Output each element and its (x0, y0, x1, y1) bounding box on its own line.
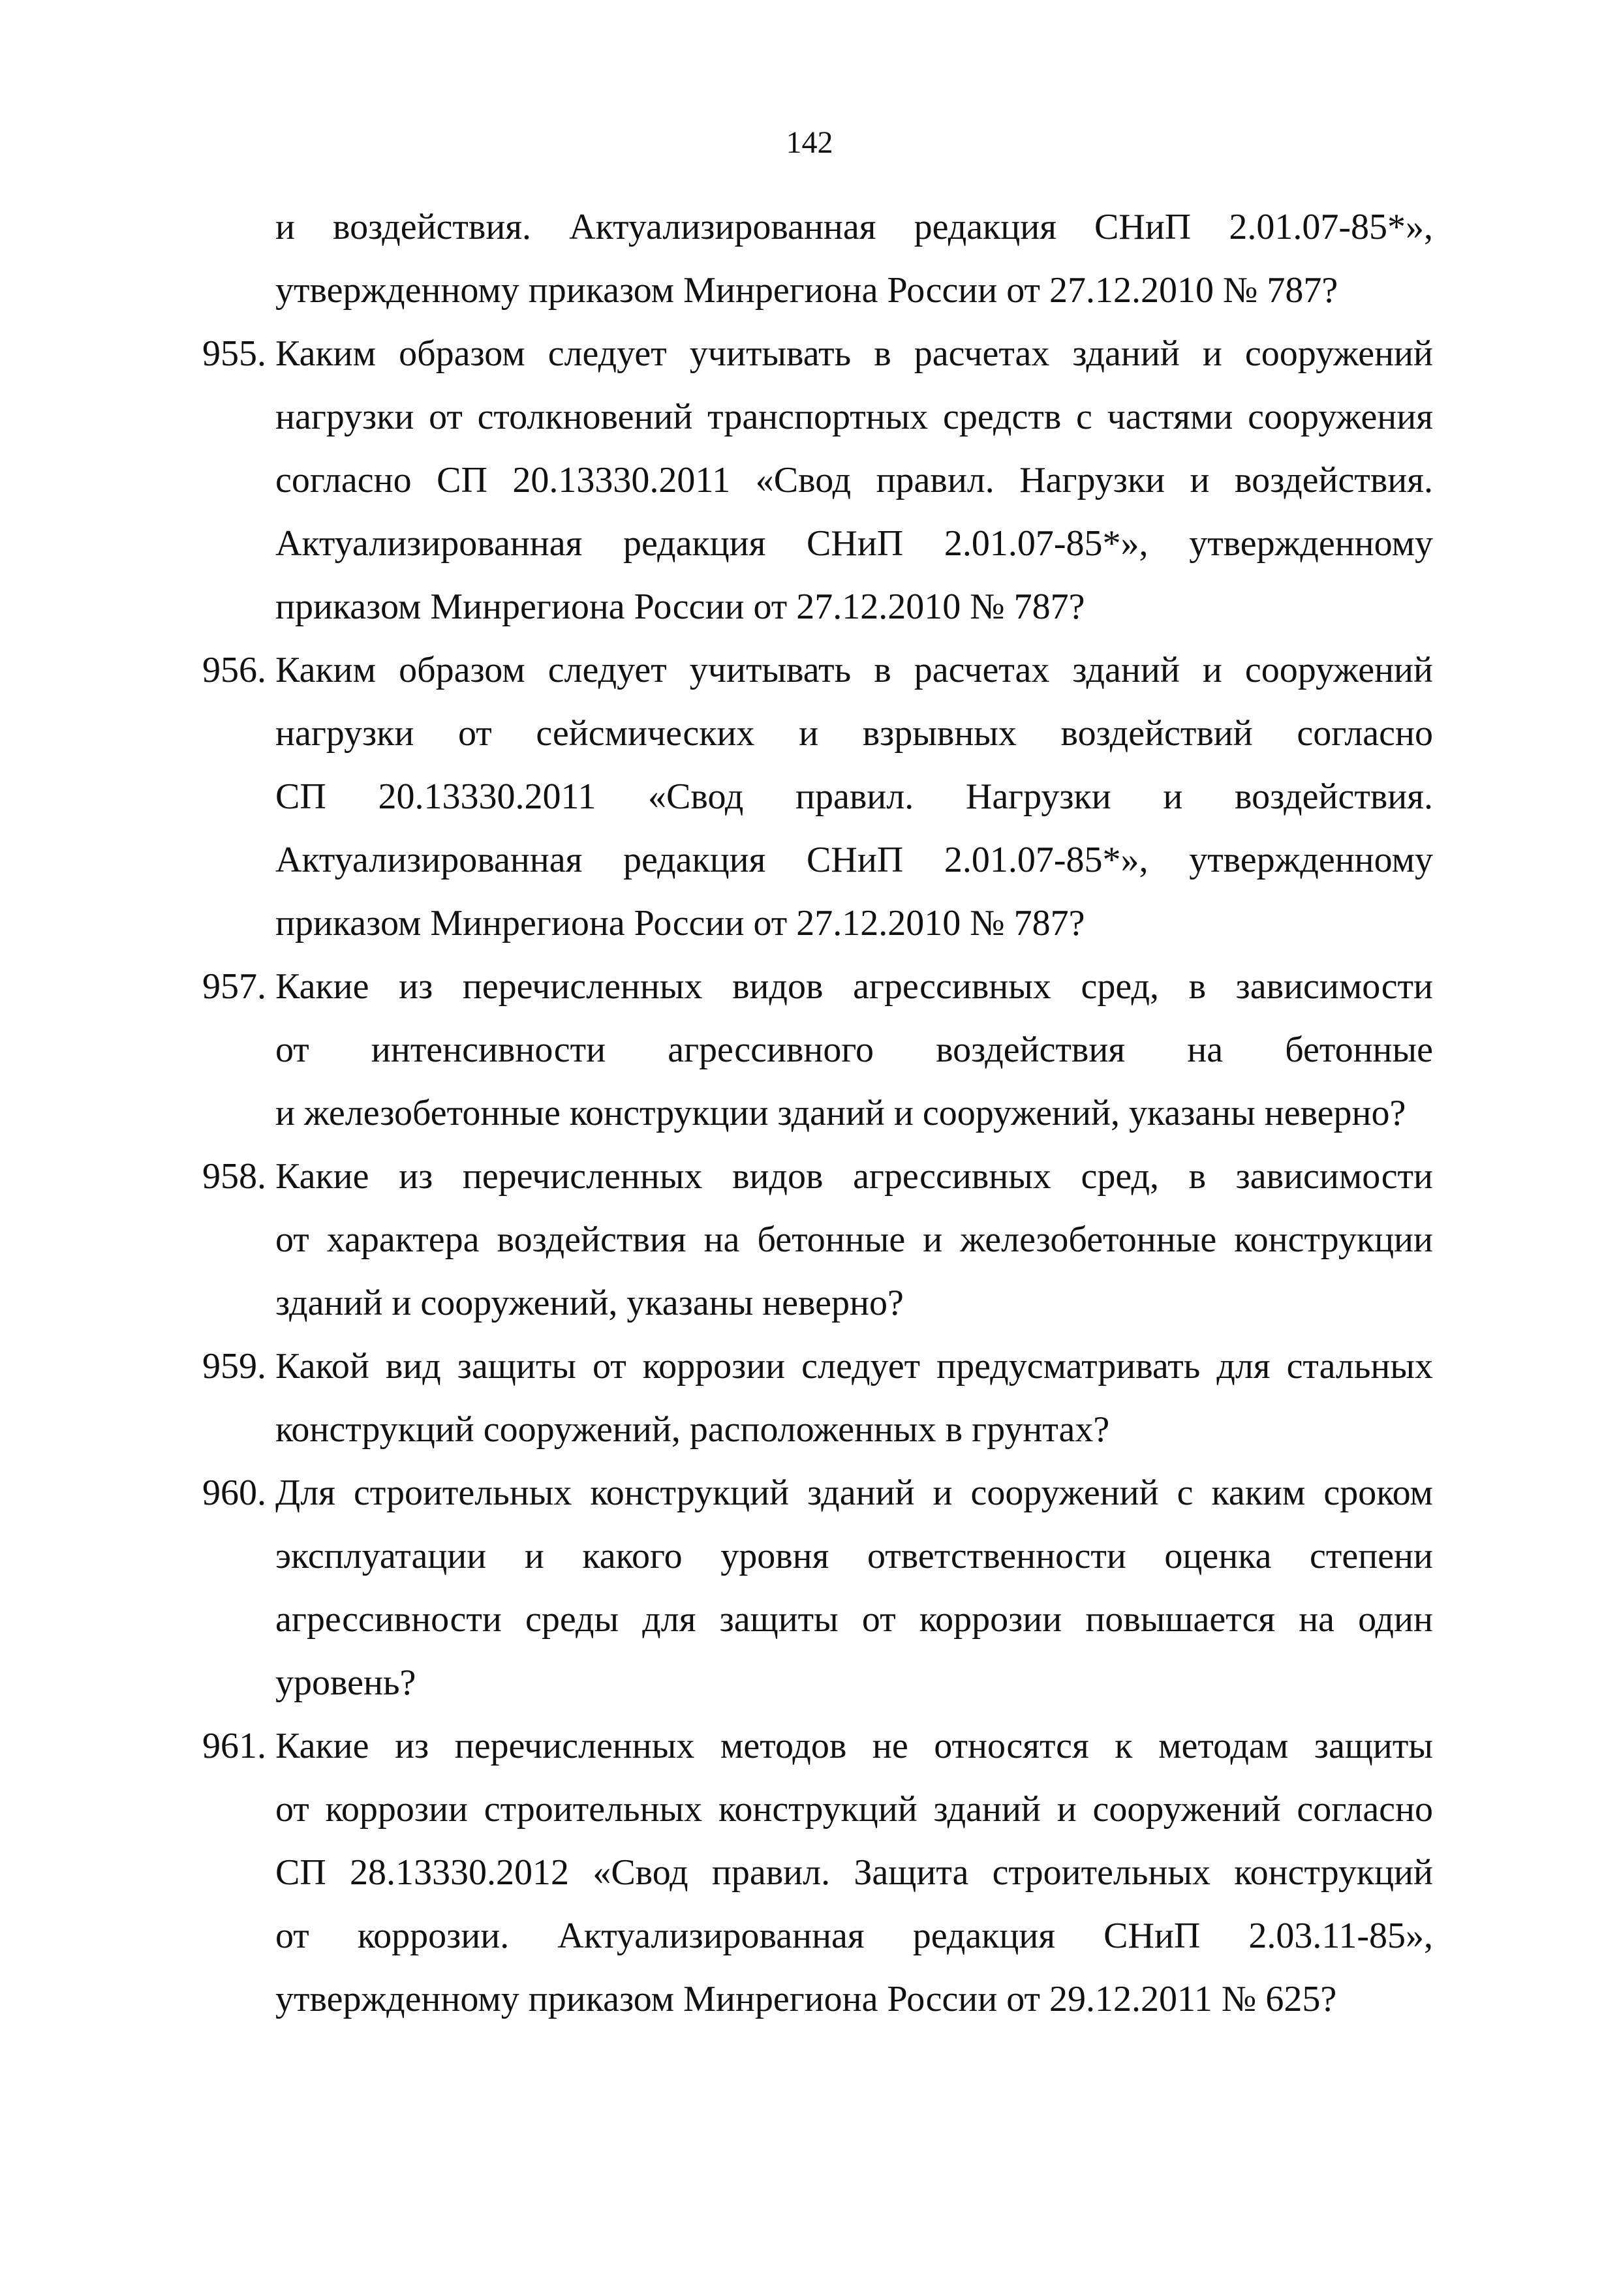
question-item (202, 1145, 1433, 1335)
question-number: 956. (202, 650, 266, 690)
document-body (202, 196, 1433, 2031)
question-line: нагрузки от столкновений транспортных средств с частями сооружения (275, 397, 1433, 437)
question-first-line (202, 1715, 1433, 1778)
question-number: 961. (202, 1726, 266, 1766)
question-line: Каким образом следует учитывать в расчетах зданий и сооружений (275, 333, 1433, 374)
question-line: от характера воздействия на бетонные и железобетонные конструкции (275, 1219, 1433, 1260)
paragraph-line: и воздействия. Актуализированная редакция СНиП 2.01.07-85*», (275, 207, 1433, 247)
question-item (202, 955, 1433, 1145)
question-line: Какие из перечисленных методов не относятся к методам защиты (275, 1726, 1433, 1766)
question-line: Каким образом следует учитывать в расчетах зданий и сооружений (275, 650, 1433, 690)
question-line: Какой вид защиты от коррозии следует предусматривать для стальных (275, 1346, 1433, 1386)
question-line: Актуализированная редакция СНиП 2.01.07-85*», утвержденному (275, 840, 1433, 880)
question-line: СП 28.13330.2012 «Свод правил. Защита строительных конструкций (275, 1852, 1433, 1893)
question-first-line (202, 1335, 1433, 1398)
question-line: эксплуатации и какого уровня ответственности оценка степени (275, 1536, 1433, 1576)
question-item (202, 1462, 1433, 1715)
question-line: Какие из перечисленных видов агрессивных сред, в зависимости (275, 1156, 1433, 1197)
question-line: нагрузки от сейсмических и взрывных воздействий согласно (275, 713, 1433, 754)
question-number: 959. (202, 1346, 266, 1386)
question-line: от коррозии. Актуализированная редакция СНиП 2.03.11-85», (275, 1916, 1433, 1956)
question-first-line (202, 1145, 1433, 1208)
question-line: и железобетонные конструкции зданий и сооружений, указаны неверно? (275, 1093, 1406, 1133)
question-line: Какие из перечисленных видов агрессивных сред, в зависимости (275, 966, 1433, 1007)
question-number: 958. (202, 1156, 266, 1197)
question-line: Для строительных конструкций зданий и сооружений с каким сроком (275, 1473, 1433, 1513)
question-first-line (202, 955, 1433, 1018)
question-line: конструкций сооружений, расположенных в грунтах? (275, 1409, 1110, 1450)
question-item (202, 1335, 1433, 1462)
question-line: СП 20.13330.2011 «Свод правил. Нагрузки и воздействия. (275, 776, 1433, 817)
question-list (202, 322, 1433, 2031)
continuation-paragraph (202, 196, 1433, 322)
page-number: 142 (786, 125, 833, 160)
question-item (202, 639, 1433, 955)
question-number: 960. (202, 1473, 266, 1513)
question-first-line (202, 322, 1433, 386)
question-line: уровень? (275, 1662, 416, 1703)
question-number: 955. (202, 333, 266, 374)
question-line: от интенсивности агрессивного воздействия на бетонные (275, 1030, 1433, 1070)
question-number: 957. (202, 966, 266, 1007)
question-line: согласно СП 20.13330.2011 «Свод правил. Нагрузки и воздействия. (275, 460, 1433, 500)
paragraph-line: утвержденному приказом Минрегиона России от 27.12.2010 № 787? (275, 270, 1338, 311)
question-first-line (202, 1462, 1433, 1525)
question-first-line (202, 639, 1433, 702)
question-item (202, 1715, 1433, 2031)
question-line: агрессивности среды для защиты от коррозии повышается на один (275, 1599, 1433, 1640)
question-line: утвержденному приказом Минрегиона России от 29.12.2011 № 625? (275, 1979, 1337, 2019)
question-line: зданий и сооружений, указаны неверно? (275, 1283, 904, 1323)
question-line: Актуализированная редакция СНиП 2.01.07-85*», утвержденному (275, 523, 1433, 564)
question-line: приказом Минрегиона России от 27.12.2010 № 787? (275, 587, 1085, 627)
question-item (202, 322, 1433, 639)
question-line: приказом Минрегиона России от 27.12.2010 № 787? (275, 903, 1085, 943)
question-line: от коррозии строительных конструкций зданий и сооружений согласно (275, 1789, 1433, 1829)
